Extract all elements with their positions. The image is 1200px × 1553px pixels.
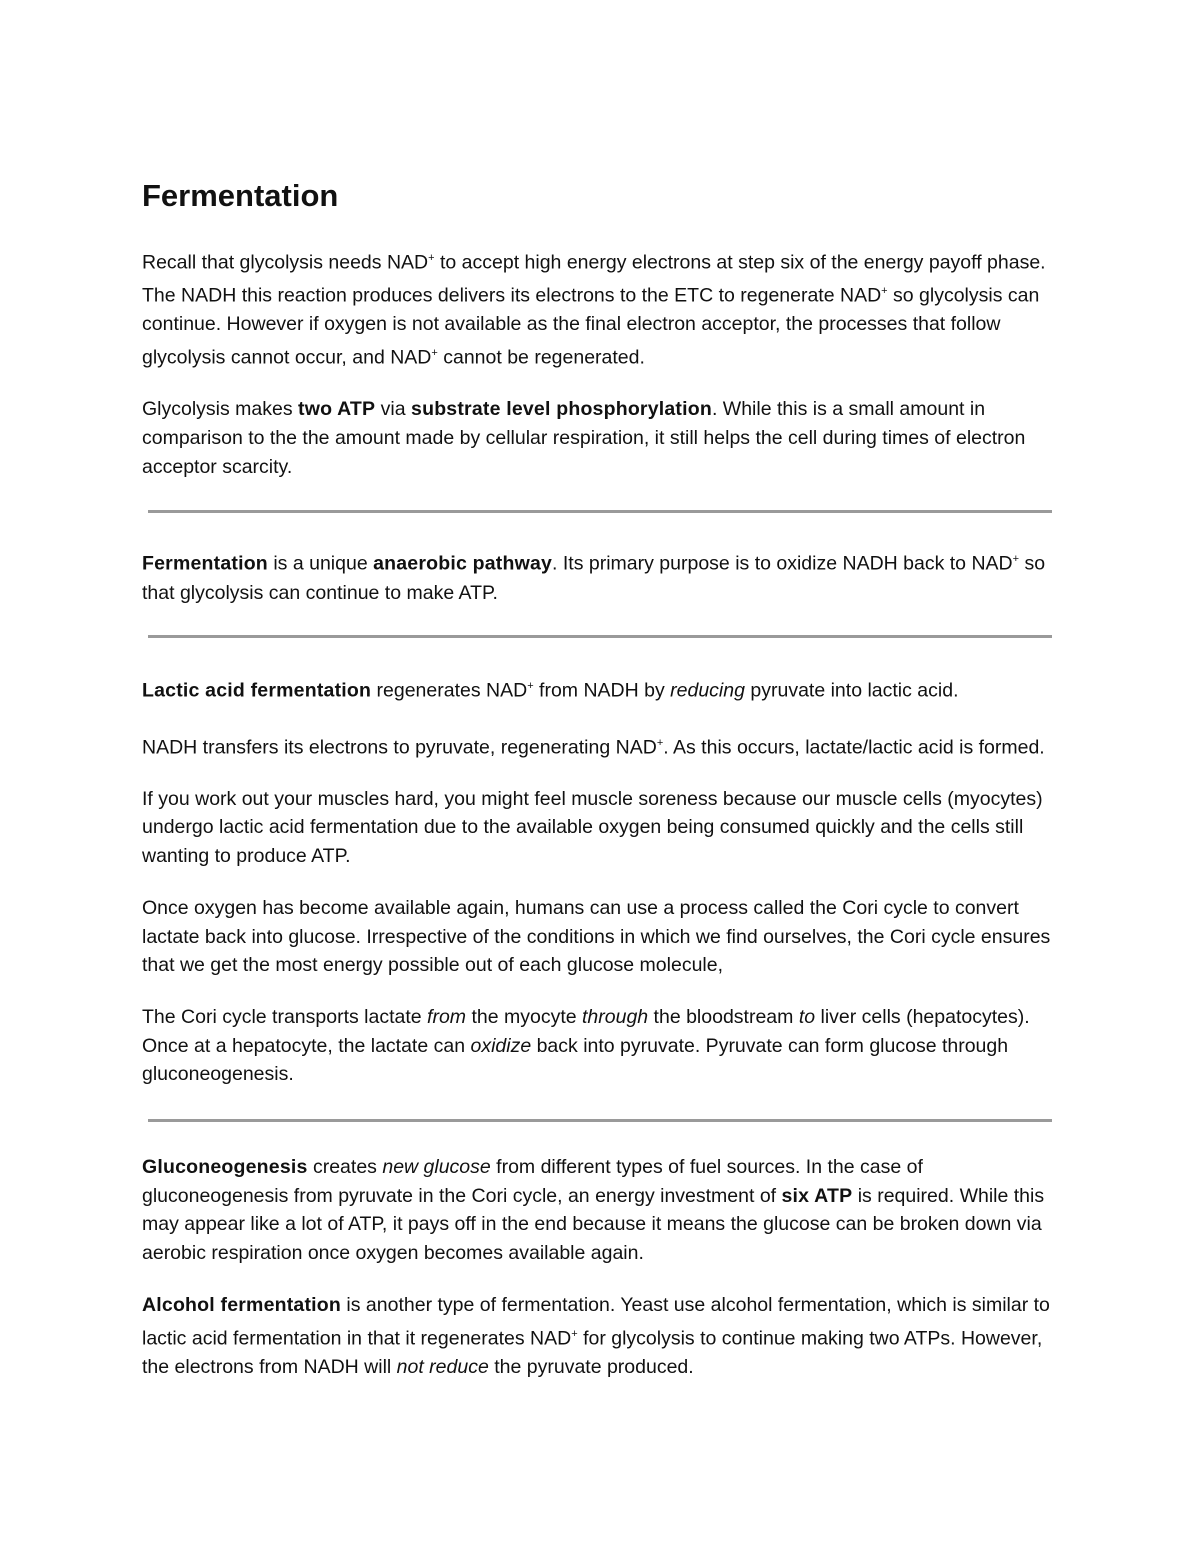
paragraph-cori-cycle-transport: The Cori cycle transports lactate from the myocyte through the bloodstream to liver cells (hepatocytes). Once at a hepatocyte, the lactate can oxidize back into pyruvate. Pyruvate can form glucose through gluconeogenesis. — [142, 1005, 1030, 1086]
paragraph-gluconeogenesis: Gluconeogenesis creates new glucose from different types of fuel sources. In the case of gluconeogenesis from pyruvate in the Cori cycle, an energy investment of six ATP is required. While this may appear like a lot of ATP, it pays off in the end because it means the glucose can be broken down via aerobic respiration once oxygen becomes available again. — [142, 1156, 1045, 1265]
document-page — [142, 176, 1062, 1404]
paragraph-nadh-transfer: NADH transfers its electrons to pyruvate, regenerating NAD+. As this occurs, lactate/lactic acid is formed. — [142, 736, 1045, 759]
section-divider — [148, 635, 1052, 638]
paragraph-fermentation-definition: Fermentation is a unique anaerobic pathway. Its primary purpose is to oxidize NADH back to NAD+ so that glycolysis can continue to make ATP. — [142, 552, 1046, 604]
page-title: Fermentation — [142, 178, 339, 213]
paragraph-cori-cycle-intro: Once oxygen has become available again, humans can use a process called the Cori cycle to convert lactate back into glucose. Irrespective of the conditions in which we find ourselves, the Cori cycle ensures that we get the most energy possible out of each glucose molecule, — [142, 896, 1051, 977]
paragraph-lactic-acid-fermentation: Lactic acid fermentation regenerates NAD+ from NADH by reducing pyruvate into lactic acid. — [142, 679, 959, 702]
paragraph-glycolysis-atp: Glycolysis makes two ATP via substrate level phosphorylation. While this is a small amount in comparison to the the amount made by cellular respiration, it still helps the cell during times of electron acceptor scarcity. — [142, 398, 1026, 478]
paragraph-alcohol-fermentation: Alcohol fermentation is another type of fermentation. Yeast use alcohol fermentation, which is similar to lactic acid fermentation in that it regenerates NAD+ for glycolysis to continue making two ATPs. However, the electrons from NADH will not reduce the pyruvate produced. — [142, 1293, 1050, 1378]
section-divider — [148, 510, 1052, 513]
section-divider — [148, 1119, 1052, 1122]
paragraph-glycolysis-nad: Recall that glycolysis needs NAD+ to accept high energy electrons at step six of the energy payoff phase. The NADH this reaction produces delivers its electrons to the ETC to regenerate NAD+ so glycolysis can continue. However if oxygen is not available as the final electron acceptor, the processes that follow glycolysis cannot occur, and NAD+ cannot be regenerated. — [142, 251, 1046, 369]
paragraph-muscle-soreness: If you work out your muscles hard, you might feel muscle soreness because our muscle cells (myocytes) undergo lactic acid fermentation due to the available oxygen being consumed quickly and the cells still wanting to produce ATP. — [142, 787, 1043, 868]
